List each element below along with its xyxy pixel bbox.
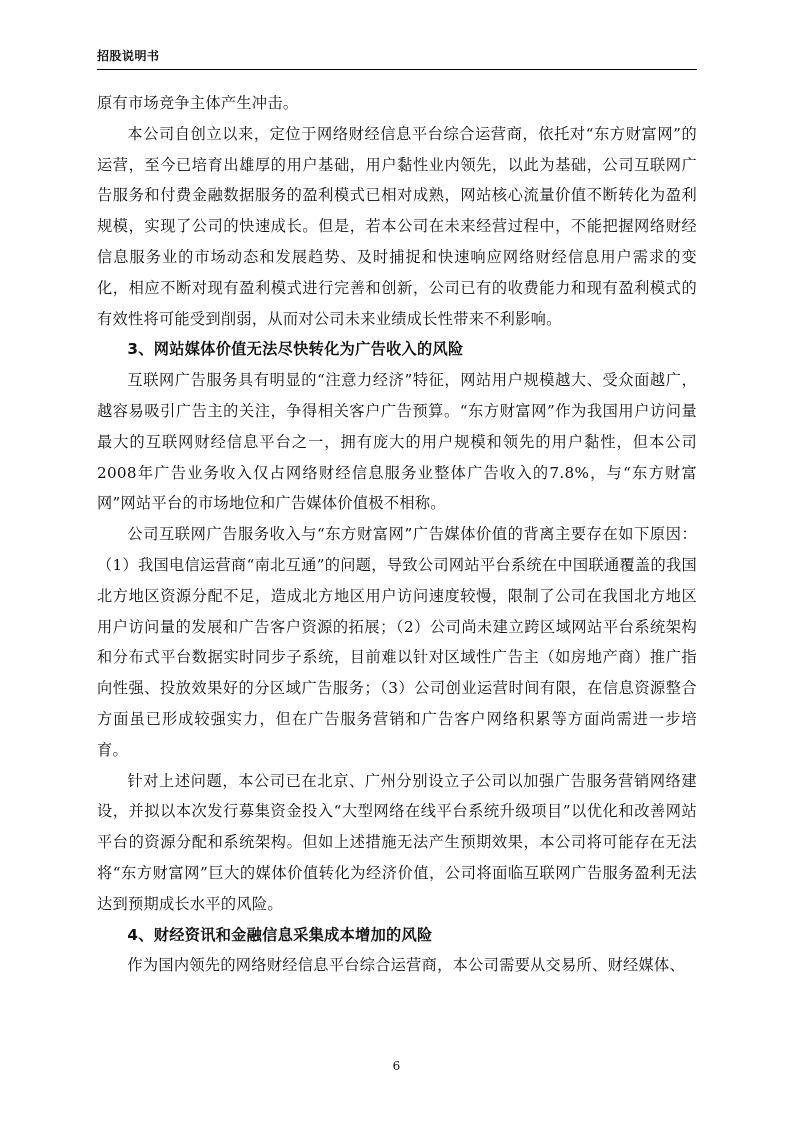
document-title: 招股说明书 [97,49,160,63]
section-heading-4: 4、财经资讯和金融信息采集成本增加的风险 [127,925,433,944]
paragraph-continuation: 原有市场竞争主体产生冲击。 [97,94,299,112]
paragraph-data-cost: 作为国内领先的网络财经信息平台综合运营商，本公司需要从交易所、财经媒体、 [127,956,685,975]
paragraph-ad-economy: 互联网广告服务具有明显的“注意力经济”特征，网站用户规模越大、受众面越广，越容易吸引广告主的关注，争得相关客户广告预算。“东方财富网”作为我国用户访问量最大的互联网财经信息平台之一，拥有庞大的用户规模和领先的用户黏性，但本公司2008年广告业务收入仅占网络财经信息服务业整体广告收入的7.8%，与“东方财富网”网站平台的市场地位和广告媒体价值极不相称。 [97,371,697,513]
paragraph-measures: 针对上述问题，本公司已在北京、广州分别设立子公司以加强广告服务营销网络建设，并拟以本次发行募集资金投入“大型网络在线平台系统升级项目”以优化和改善网站平台的资源分配和系统架构。但如上述措施无法产生预期效果，本公司将可能存在无法将“东方财富网”巨大的媒体价值转化为经济价值，公司将面临互联网广告服务盈利无法达到预期成长水平的风险。 [97,771,697,913]
document-body [97,88,697,981]
paragraph-reasons: 公司互联网广告服务收入与“东方财富网”广告媒体价值的背离主要存在如下原因：（1）我国电信运营商“南北互通”的问题，导致公司网站平台系统在中国联通覆盖的我国北方地区资源分配不足，造成北方地区用户访问速度较慢，限制了公司在我国北方地区用户访问量的发展和广告客户资源的拓展；（2）公司尚未建立跨区域网站平台系统架构和分布式平台数据实时同步子系统，目前难以针对区域性广告主（如房地产商）推广指向性强、投放效果好的分区域广告服务；（3）公司创业运营时间有限，在信息资源整合方面虽已形成较强实力，但在广告服务营销和广告客户网络积累等方面尚需进一步培育。 [97,525,697,759]
page-header [97,49,697,70]
section-heading-3: 3、网站媒体价值无法尽快转化为广告收入的风险 [127,340,464,359]
page-number: 6 [392,1059,401,1073]
paragraph-business-model: 本公司自创立以来，定位于网络财经信息平台综合运营商，依托对“东方财富网”的运营，至今已培育出雄厚的用户基础，用户黏性业内领先，以此为基础，公司互联网广告服务和付费金融数据服务的盈利模式已相对成熟，网站核心流量价值不断转化为盈利规模，实现了公司的快速成长。但是，若本公司在未来经营过程中，不能把握网络财经信息服务业的市场动态和发展趋势、及时捕捉和快速响应网络财经信息用户需求的变化，相应不断对现有盈利模式进行完善和创新，公司已有的收费能力和现有盈利模式的有效性将可能受到削弱，从而对公司未来业绩成长性带来不利影响。 [97,124,697,328]
